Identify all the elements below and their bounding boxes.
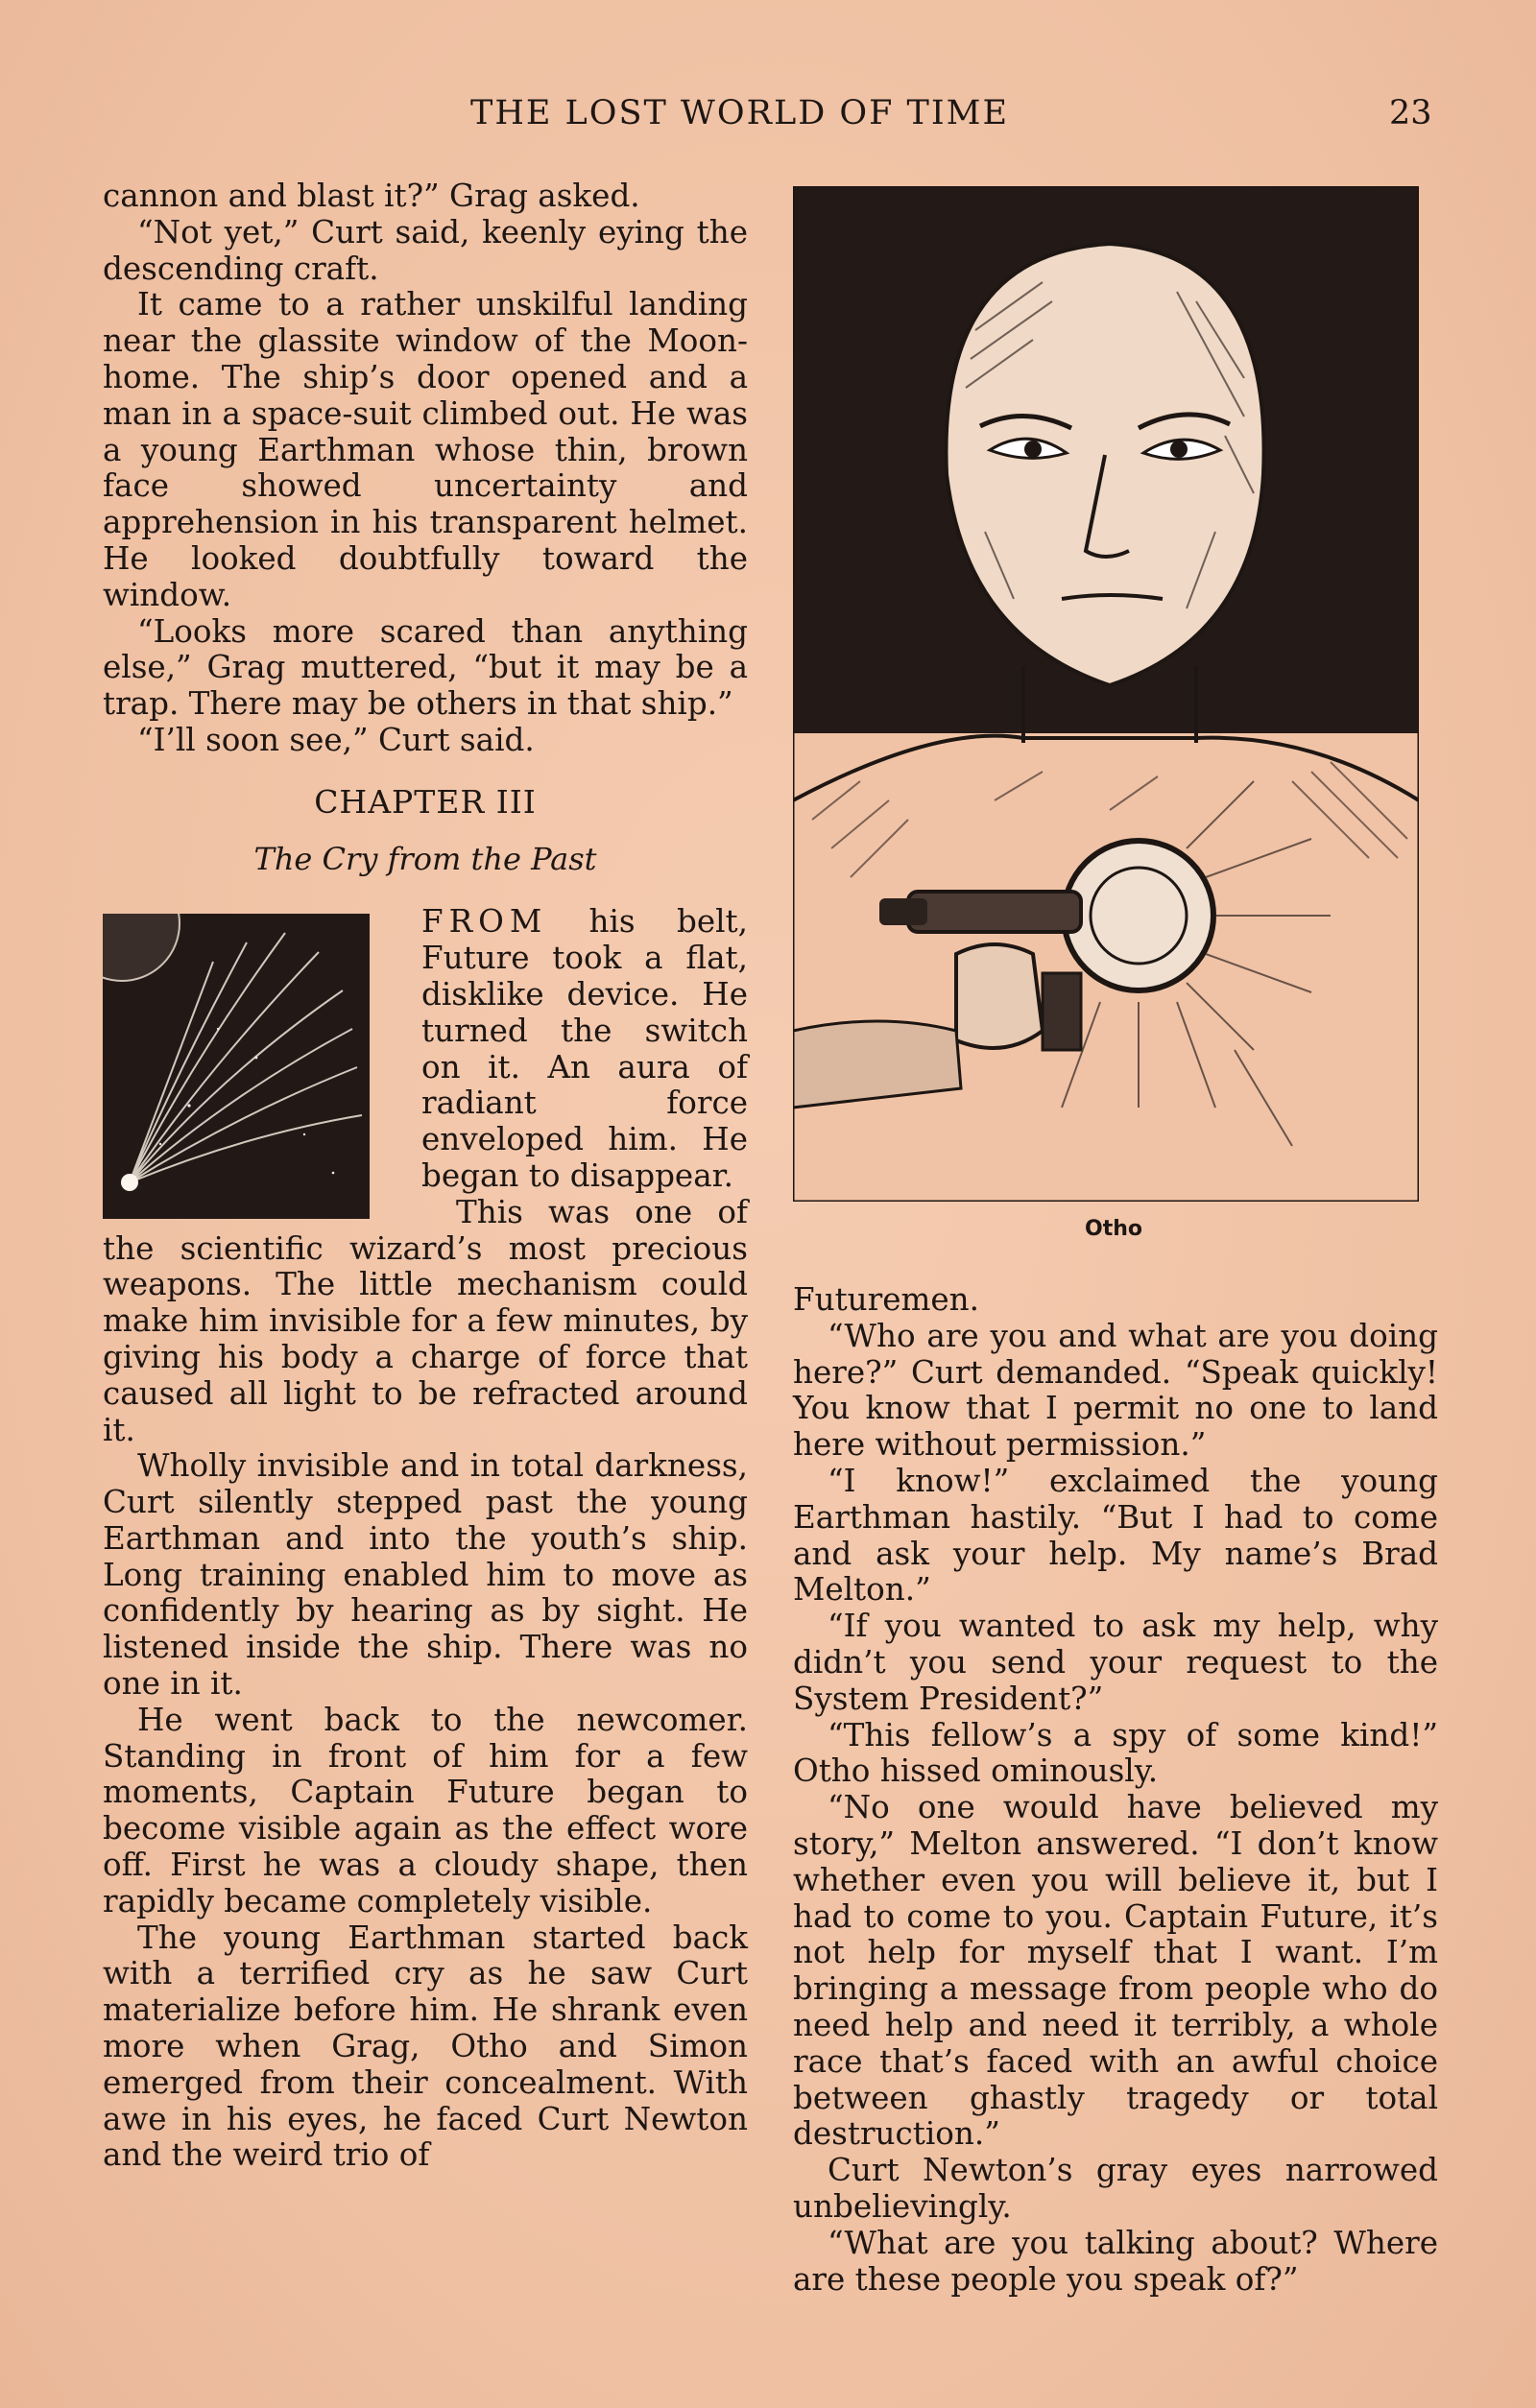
page-number: 23 <box>1389 94 1432 132</box>
paragraph: “This fellow’s a spy of some kind!” Otho hissed ominously. <box>793 1716 1438 1790</box>
comet-icon <box>103 914 370 1219</box>
comet-spot-illustration <box>103 914 370 1219</box>
paragraph: Curt Newton’s gray eyes narrowed unbelievingly. <box>793 2152 1438 2225</box>
paragraph: This was one of the scientific wizard’s most precious weapons. The little mechanism could make him invisible for a few minutes, by giving his body a charge of force that caused all light to be refracted around it. <box>103 1193 748 1448</box>
chapter-heading: CHAPTER III <box>314 782 537 821</box>
paragraph: “Who are you and what are you doing here?” Curt demanded. “Speak quickly! You know that I permit no one to land here without permission.” <box>793 1317 1438 1464</box>
right-text-column <box>793 1282 1438 2298</box>
paragraph: “I know!” exclaimed the young Earthman hastily. “But I had to come and ask your help. My name’s Brad Melton.” <box>793 1462 1438 1609</box>
paragraph: “What are you talking about? Where are these people you speak of?” <box>793 2224 1438 2298</box>
otho-portrait-icon <box>793 186 1419 1202</box>
opening-text: his belt, Future took a flat, disklike device. He turned the switch on it. An aura of radiant force enveloped him. He began to disappear. <box>421 903 748 1194</box>
left-text-column <box>103 179 748 2174</box>
paragraph: cannon and blast it?” Grag asked. <box>103 178 640 214</box>
paragraph: Futuremen. <box>793 1281 980 1318</box>
running-title: THE LOST WORLD OF TIME <box>470 94 1010 132</box>
otho-illustration <box>793 186 1419 1202</box>
paragraph: “I’ll soon see,” Curt said. <box>137 721 535 758</box>
paragraph: Wholly invisible and in total darkness, Curt silently stepped past the young Earthman and into the youth’s ship. Long training enabled him to move as confidently by hearing as by sight. He listened inside the ship. There was no one in it. <box>103 1447 748 1703</box>
paragraph: He went back to the newcomer. Standing in front of him for a few moments, Captain Future began to become visible again as the effect wore off. First he was a cloudy shape, then rapidly became completely visible. <box>103 1701 748 1919</box>
drop-word: FROM <box>421 903 548 941</box>
chapter-title: The Cry from the Past <box>253 840 597 877</box>
paragraph: The young Earthman started back with a terrified cry as he saw Curt materialize before him. He shrank even more when Grag, Otho and Simon emerged from their concealment. With awe in his eyes, he faced Curt Newton and the weird trio of <box>103 1919 748 2174</box>
paragraph: “No one would have believed my story,” Melton answered. “I don’t know whether even you will believe it, but I had to come to you. Captain Future, it’s not help for myself that I want. I’m bringing a message from people who do need help and need it terribly, a whole race that’s faced with an awful choice between ghastly tragedy or total destruction.” <box>793 1789 1438 2153</box>
paragraph: “Looks more scared than anything else,” Grag muttered, “but it may be a trap. There may be others in that ship.” <box>103 612 748 723</box>
paragraph: “If you wanted to ask my help, why didn’t you send your request to the System President?” <box>793 1608 1438 1717</box>
illustration-caption: Otho <box>1085 1217 1142 1241</box>
paragraph: It came to a rather unskilful landing near the glassite window of the Moon-home. The ship’s door opened and a man in a space-suit climbed out. He was a young Earthman whose thin, brown face showed uncertainty and apprehension in his transparent helmet. He looked doubtfully toward the window. <box>103 286 748 613</box>
paragraph: “Not yet,” Curt said, keenly eying the descending craft. <box>103 213 748 287</box>
